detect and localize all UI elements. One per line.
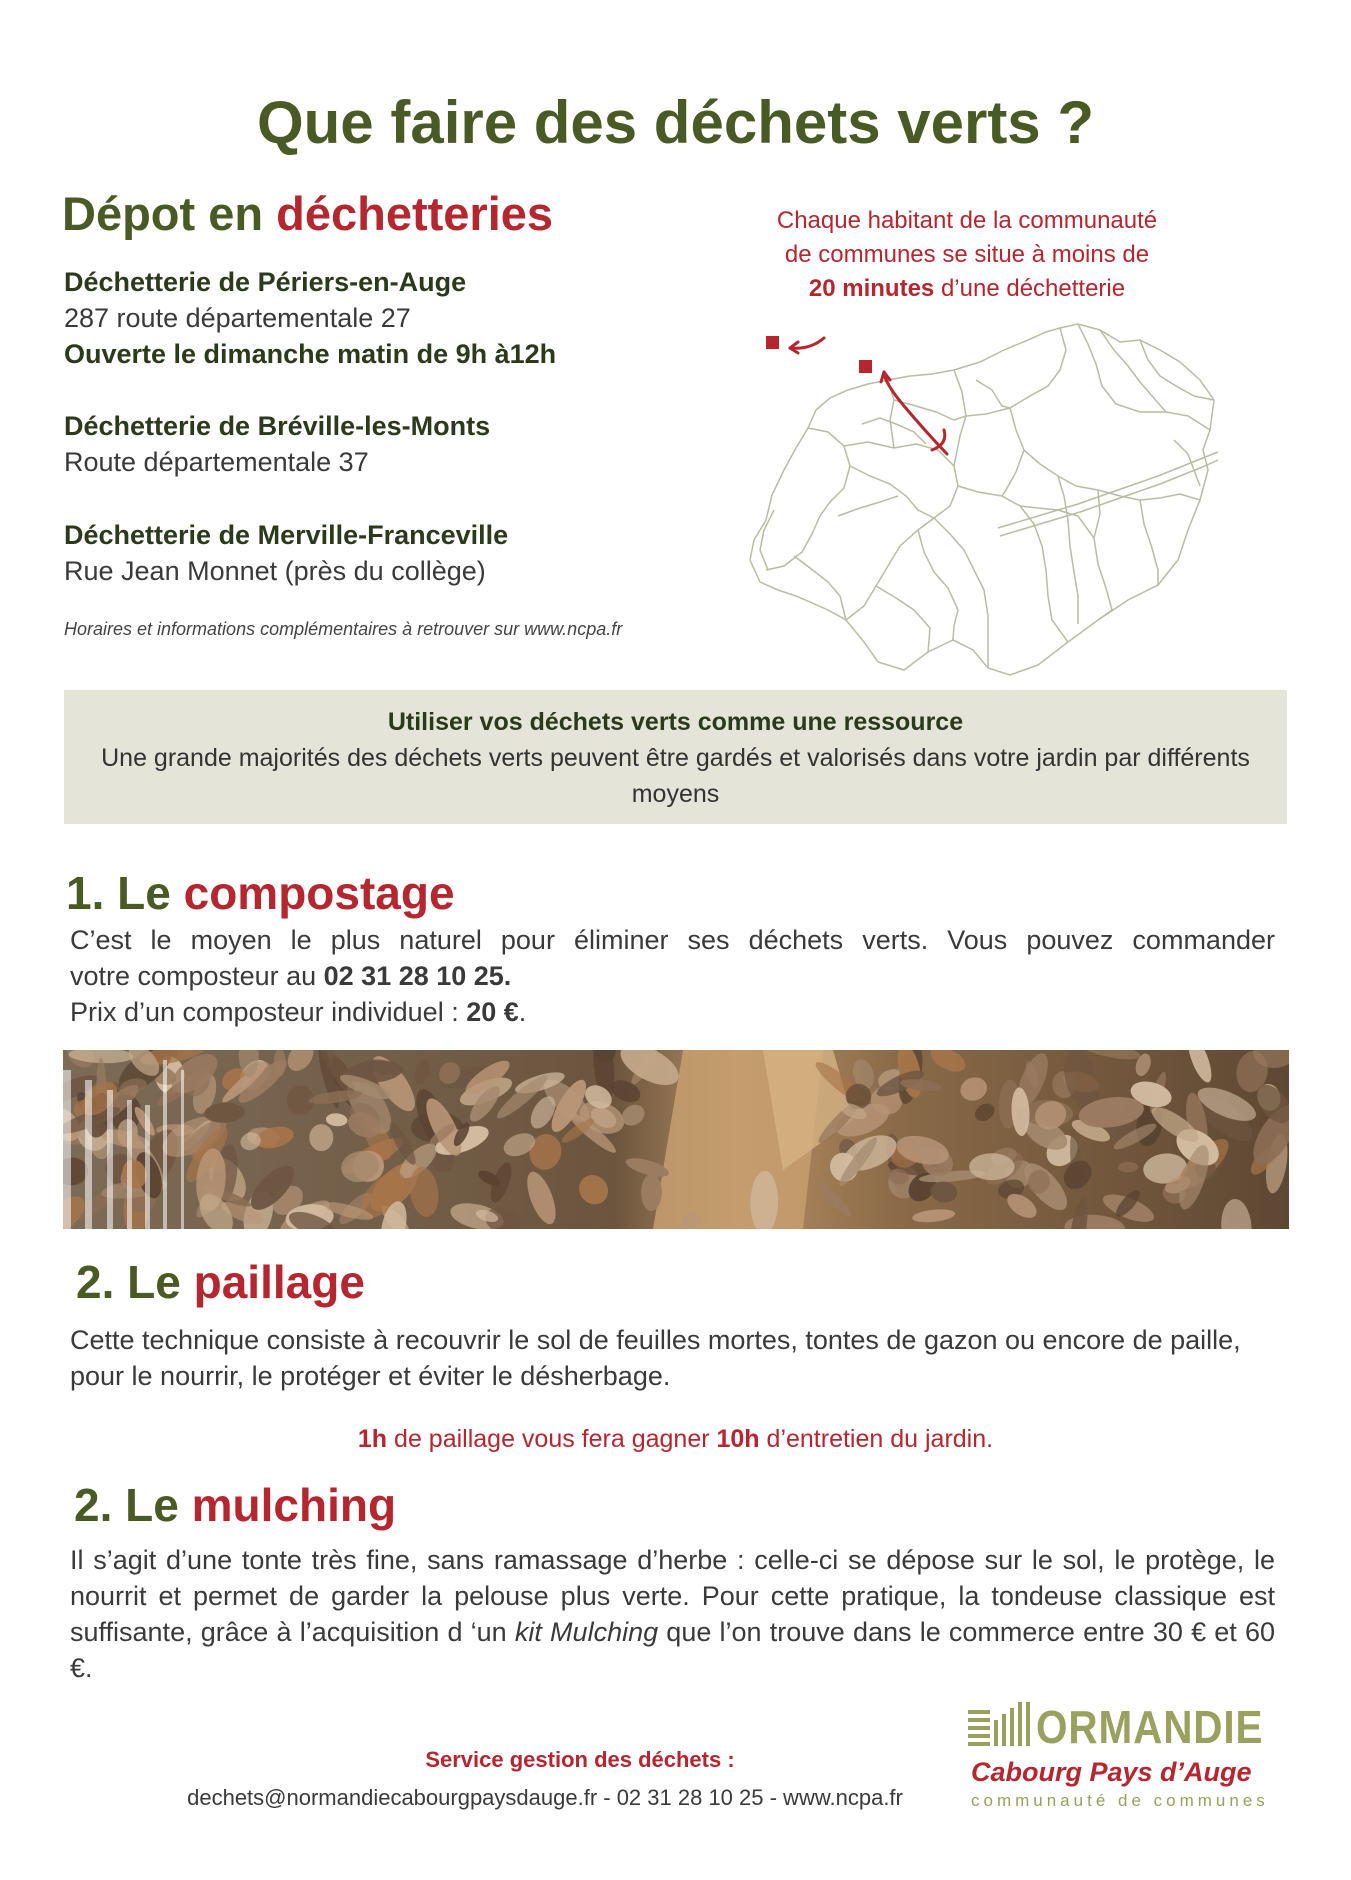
tip-value-10h: 10h — [716, 1425, 760, 1453]
logo-line2: Cabourg Pays d’Auge — [971, 1757, 1252, 1787]
service-label: Service gestion des déchets : — [425, 1747, 735, 1772]
territory-map — [748, 320, 1218, 680]
site-name: Déchetterie de Bréville-les-Monts — [64, 411, 491, 441]
compostage-line2-prefix: votre composteur au — [70, 961, 324, 991]
compostage-heading-highlight: compostage — [183, 867, 455, 919]
depot-heading-prefix: Dépot en — [62, 187, 264, 240]
tip-end: d’entretien du jardin. — [759, 1425, 994, 1453]
info-note: Horaires et informations complémentaires à retrouver sur www.ncpa.fr — [64, 619, 623, 639]
resource-text: Une grande majorités des déchets verts peuvent être gardés et valorisés dans votre jardin par différents moyens — [101, 744, 1250, 808]
compostage-text — [70, 922, 1275, 1030]
mulching-heading-highlight: mulching — [191, 1479, 397, 1531]
tip-value-1h: 1h — [357, 1425, 388, 1453]
map-caption-highlight: 20 minutes — [808, 275, 935, 302]
map-caption-line1: Chaque habitant de la communauté — [776, 207, 1158, 234]
compostage-line3 — [70, 994, 1275, 1030]
compostage-heading-prefix: 1. Le — [66, 867, 171, 919]
compostage-phone: 02 31 28 10 25. — [323, 961, 512, 991]
site-merville — [64, 517, 508, 589]
site-name: Déchetterie de Merville-Franceville — [64, 520, 509, 550]
depot-heading — [62, 186, 553, 241]
mulching-heading-prefix: 2. Le — [74, 1479, 179, 1531]
mulching-text-part2: que l’on trouve dans le commerce entre 30 € et 60 €. — [70, 1617, 1275, 1683]
site-address: Rue Jean Monnet (près du collège) — [64, 556, 486, 586]
normandie-logo-mark — [968, 1702, 1034, 1752]
tip-middle: de paillage vous fera gagner — [387, 1425, 717, 1453]
compostage-line1: C’est le moyen le plus naturel pour éliminer ses déchets verts. Vous pouvez commander — [70, 925, 1275, 955]
page-title: Que faire des déchets verts ? — [256, 89, 1094, 156]
logo-word: ORMANDIE — [1036, 1701, 1264, 1753]
compostage-line2 — [70, 958, 1275, 994]
compostage-line3-prefix: Prix d’un composteur individuel : — [70, 997, 467, 1027]
map-caption — [712, 204, 1222, 306]
paillage-heading-highlight: paillage — [193, 1256, 365, 1308]
site-address: 287 route départementale 27 — [64, 303, 411, 333]
mulching-text-part1: Il s’agit d’une tonte très fine, sans ramassage d’herbe : celle-ci se dépose sur le sol, le protège, le nourrit et permet de garder la pelouse plus verte. Pour cette pratique, la tondeuse classique est suffisante, grâce à l’acquisition d ‘un — [70, 1545, 1275, 1647]
map-caption-line2: de communes se situe à moins de — [784, 241, 1150, 268]
site-address: Route départementale 37 — [64, 447, 369, 477]
compostage-line3-suffix: . — [518, 997, 527, 1027]
compostage-price: 20 € — [466, 997, 519, 1027]
mulching-heading — [74, 1478, 396, 1532]
resource-title: Utiliser vos déchets verts comme une ressource — [387, 708, 964, 736]
paillage-tip — [0, 1425, 1351, 1454]
contact-line[interactable]: dechets@normandiecabourgpaysdauge.fr - 02 31 28 10 25 - www.ncpa.fr — [187, 1785, 903, 1810]
depot-heading-highlight: déchetteries — [276, 187, 554, 240]
map-caption-line3 — [712, 272, 1222, 306]
logo-line3: communauté de communes — [971, 1791, 1269, 1810]
mulching-kit-name: kit Mulching — [514, 1617, 659, 1647]
dead-leaves-photo — [63, 1050, 1289, 1229]
compostage-heading — [66, 866, 455, 920]
site-name: Déchetterie de Périers-en-Auge — [64, 267, 467, 297]
site-breville — [64, 408, 490, 480]
paillage-heading-prefix: 2. Le — [76, 1256, 181, 1308]
mulching-text — [70, 1542, 1275, 1686]
map-caption-line3-rest: d’une déchetterie — [934, 275, 1126, 302]
paillage-text: Cette technique consiste à recouvrir le sol de feuilles mortes, tontes de gazon ou encore de paille, pour le nourrir, le protéger et éviter le désherbage. — [70, 1325, 1241, 1391]
site-periers — [64, 264, 556, 372]
resource-box — [64, 690, 1287, 824]
site-hours: Ouverte le dimanche matin de 9h à12h — [64, 339, 557, 369]
paillage-heading — [76, 1255, 365, 1309]
